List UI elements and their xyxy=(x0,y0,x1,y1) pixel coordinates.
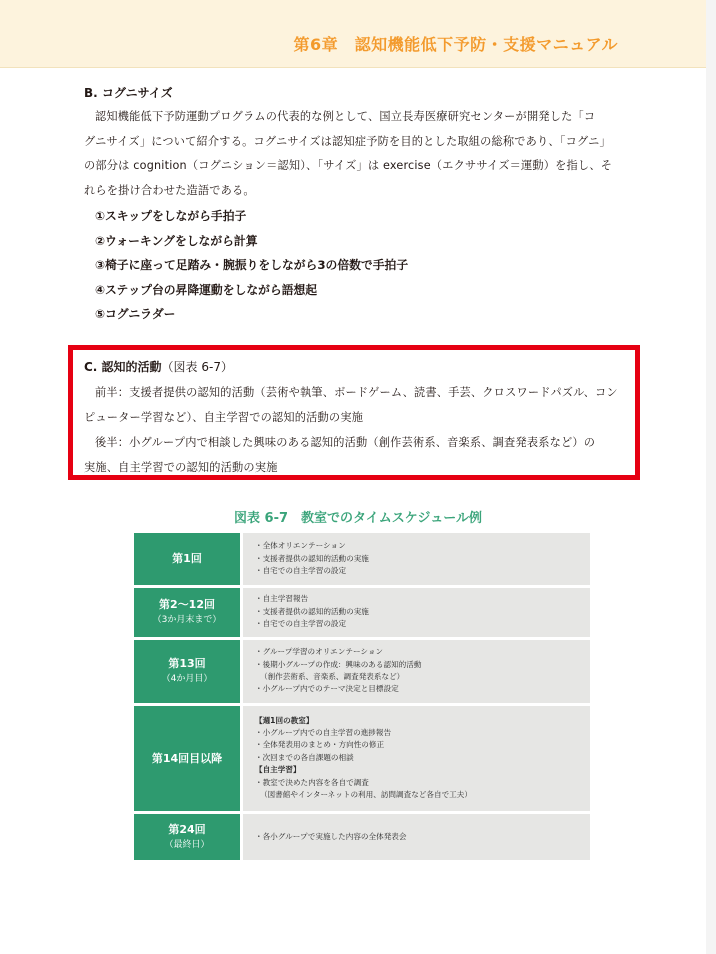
para-line: グニサイズ」について紹介する。コグニサイズは認知症予防を目的とした取組の総称であり、「コグニ」 xyxy=(84,134,611,148)
row-label: 第14回目以降 xyxy=(151,751,223,765)
row-line: （創作芸術系、音楽系、調査発表系など） xyxy=(260,672,405,681)
row-header xyxy=(134,704,242,812)
section-b-paragraph xyxy=(84,105,636,203)
page-header xyxy=(0,0,716,68)
row-line: ・支援者提供の認知的活動の実施 xyxy=(255,553,369,563)
second-half-line: 後半：小グループ内で相談した興味のある認知的活動（創作芸術系、音楽系、調査発表系など）の xyxy=(95,436,596,449)
list-item: ②ウォーキングをしながら計算 xyxy=(95,233,258,248)
row-line: （図書館やインターネットの利用、訪問調査など各自で工夫） xyxy=(260,790,472,800)
row-content xyxy=(242,533,591,586)
row-content xyxy=(242,638,591,704)
row-line: ・教室で決めた内容を各自で調査 xyxy=(255,777,369,787)
page-edge xyxy=(706,0,716,954)
row-label: 第1回 xyxy=(172,552,202,566)
row-content xyxy=(242,586,591,638)
row-header xyxy=(134,812,242,860)
list-item: ①スキップをしながら手拍子 xyxy=(95,209,247,223)
row-content xyxy=(242,812,591,860)
row-label: 第2〜12回 xyxy=(159,598,215,611)
section-c-title: C. 認知的活動 xyxy=(84,360,162,374)
highlighted-section-c xyxy=(68,345,640,480)
first-half-line: ピューター学習など）、自主学習での認知的活動の実施 xyxy=(84,411,364,424)
row-header xyxy=(134,638,242,704)
section-c-heading xyxy=(84,358,634,377)
row-header xyxy=(134,533,242,586)
section-c-figure-ref: （図表 6-7） xyxy=(161,360,233,374)
list-item: ⑤コグニラダー xyxy=(95,307,176,321)
row-line: ・支援者提供の認知的活動の実施 xyxy=(255,606,369,616)
figure-caption: 図表 6-7 教室でのタイムスケジュール例 xyxy=(234,511,482,526)
row-line: ・グループ学習のオリエンテーション xyxy=(255,647,384,657)
row-content xyxy=(242,704,591,812)
row-label: 第24回 xyxy=(168,822,206,836)
row-line: ・全体オリエンテーション xyxy=(255,541,346,551)
para-line: の部分は cognition（コグニション＝認知）、「サイズ」は exercise（エクササイズ＝運動）を指し、そ xyxy=(84,159,613,172)
exercise-list xyxy=(84,204,636,327)
section-b-heading: B. コグニサイズ xyxy=(84,86,173,100)
list-item: ③椅子に座って足踏み・腕振りをしながら3の倍数で手拍子 xyxy=(95,258,409,272)
row-sublabel: （最終日） xyxy=(164,839,210,850)
row-line: 【週1回の教室】 xyxy=(255,715,314,725)
row-line: ・次回までの各自課題の相談 xyxy=(255,752,354,762)
table-row xyxy=(134,586,590,638)
row-header xyxy=(134,586,242,638)
para-line: 認知機能低下予防運動プログラムの代表的な例として、国立長寿医療研究センターが開発した「コ xyxy=(95,110,596,123)
first-half-line: 前半：支援者提供の認知的活動（芸術や執筆、ボードゲーム、読書、手芸、クロスワードパズル、コン xyxy=(95,386,618,399)
row-line: ・小グループ内でのテーマ決定と目標設定 xyxy=(255,684,399,694)
row-line: ・全体発表用のまとめ・方向性の修正 xyxy=(255,740,385,750)
table-row xyxy=(134,533,590,586)
schedule-table xyxy=(134,533,590,860)
table-row xyxy=(134,812,590,860)
row-line: ・小グループ内での自主学習の進捗報告 xyxy=(255,727,392,737)
row-line: ・自主学習報告 xyxy=(255,594,309,604)
row-sublabel: （4か月目） xyxy=(161,674,213,684)
list-item: ④ステップ台の昇降運動をしながら語想起 xyxy=(95,282,318,297)
chapter-title: 第6章 認知機能低下予防・支援マニュアル xyxy=(293,35,618,54)
table-row xyxy=(134,638,590,704)
table-row xyxy=(134,704,590,812)
second-half-line: 実施、自主学習での認知的活動の実施 xyxy=(84,461,278,474)
row-line: ・自宅での自主学習の設定 xyxy=(255,619,347,629)
row-line: ・後期小グループの作成：興味のある認知的活動 xyxy=(255,659,422,669)
row-line: ・自宅での自主学習の設定 xyxy=(255,565,347,575)
section-b xyxy=(84,84,636,327)
row-sublabel: （3か月末まで） xyxy=(152,615,222,625)
row-line: 【自主学習】 xyxy=(255,765,301,775)
row-line: ・各小グループで実施した内容の全体発表会 xyxy=(255,831,407,841)
para-line: れらを掛け合わせた造語である。 xyxy=(84,183,255,197)
row-label: 第13回 xyxy=(168,657,206,670)
